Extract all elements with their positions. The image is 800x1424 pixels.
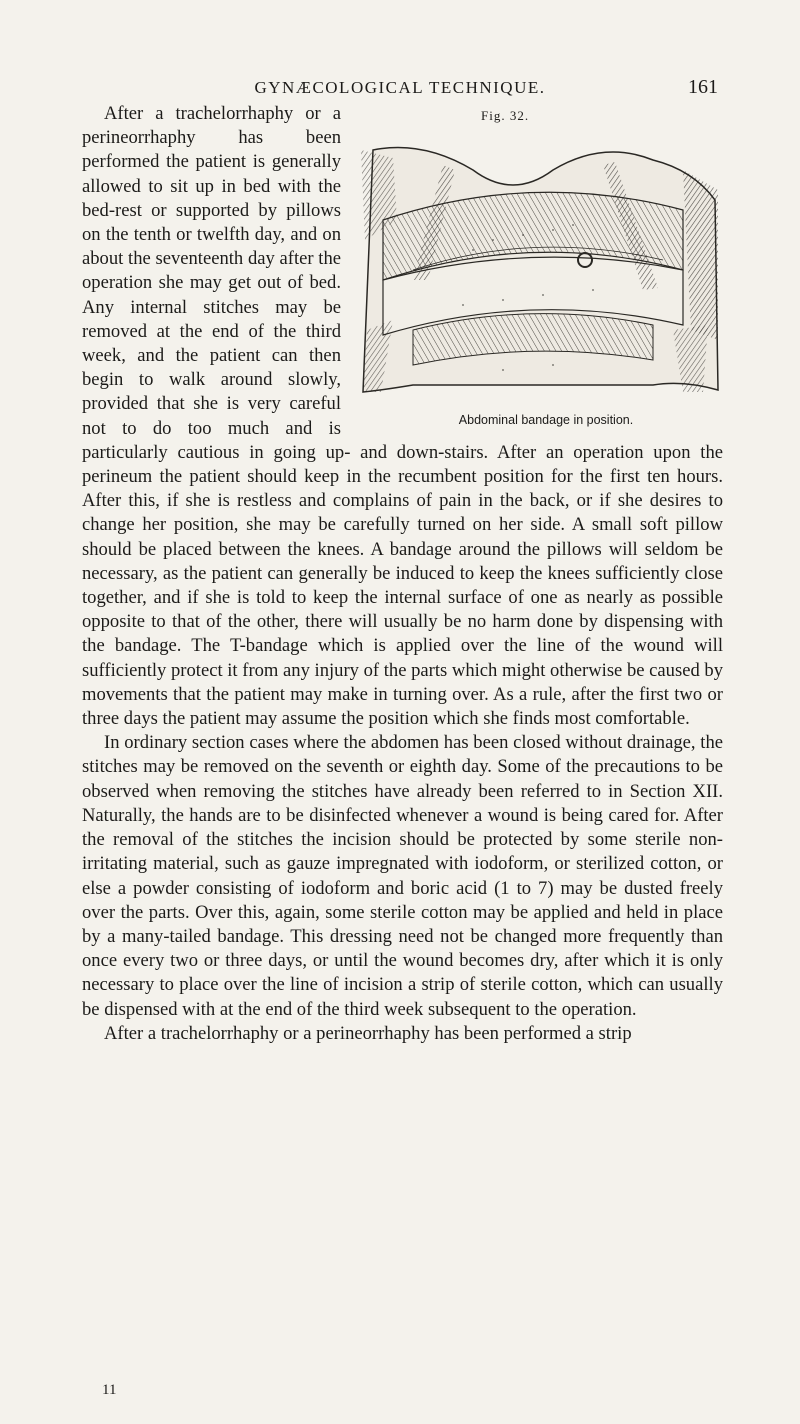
page-number: 161 (688, 76, 718, 98)
paragraph-3: After a trachelorrhaphy or a perineorrhaphy has been performed a strip (104, 1022, 632, 1044)
paragraph-1: After a trachelorrhaphy or a perineorrhaphy has been performed the patient is generally allowed to sit up in bed with the bed-rest or supported by pillows on the tenth or twelfth day, and on about the seventeenth day after the operation she may get out of bed. Any internal stitches may be removed at the end of the third week, and the patient can then begin to walk around slowly, provided that she is very careful not to do too much and is particularly cautious in going up- and down-stairs. After an operation upon the perineum the patient should keep in the recumbent position for the first ten hours. After this, if she is restless and complains of pain in the back, or if she desires to change her position, she may be carefully turned on her side. A small soft pillow should be placed between the knees. A bandage around the pillows will seldom be necessary, as the patient can generally be induced to keep the knees sufficiently close together, and if she is told to keep the internal surface of one as nearly as possible opposite to that of the other, there will usually be no harm done by dispensing with the bandage. The T-bandage which is applied over the line of the wound will sufficiently protect it from any injury of the parts which might otherwise be caused by movements that the patient may make in turning over. As a rule, after the first two or three days the patient may assume the position which she finds most comfortable. (82, 103, 723, 730)
abdominal-bandage-illustration (353, 130, 723, 402)
figure-caption: Abdominal bandage in position. (458, 413, 634, 427)
signature-mark: 11 (102, 1382, 117, 1398)
running-title: GYNÆCOLOGICAL TECHNIQUE. (254, 78, 546, 97)
paragraph-2: In ordinary section cases where the abdomen has been closed without drainage, the stitches may be removed on the seventh or eighth day. Some of the precautions to be observed when removing the stitches have already been referred to in Section XII. Naturally, the hands are to be disinfected whenever a wound is being cared for. After the removal of the stitches the incision should be protected by some sterile non-irritating material, such as gauze impregnated with iodoform, or sterilized cotton, or else a powder consisting of iodoform and boric acid (1 to 7) may be dusted freely over the parts. Over this, again, some sterile cotton may be applied and held in place by a many-tailed bandage. This dressing need not be changed more frequently than once every two or three days, or until the wound becomes dry, after which it is only necessary to place over the line of incision a strip of sterile cotton, which can usually be dispensed with at the end of the third week subsequent to the operation. (82, 732, 723, 1020)
body-text (82, 102, 723, 1046)
page-header (0, 78, 800, 102)
figure-label: Fig. 32. (481, 108, 530, 123)
figure-32 (353, 102, 723, 430)
